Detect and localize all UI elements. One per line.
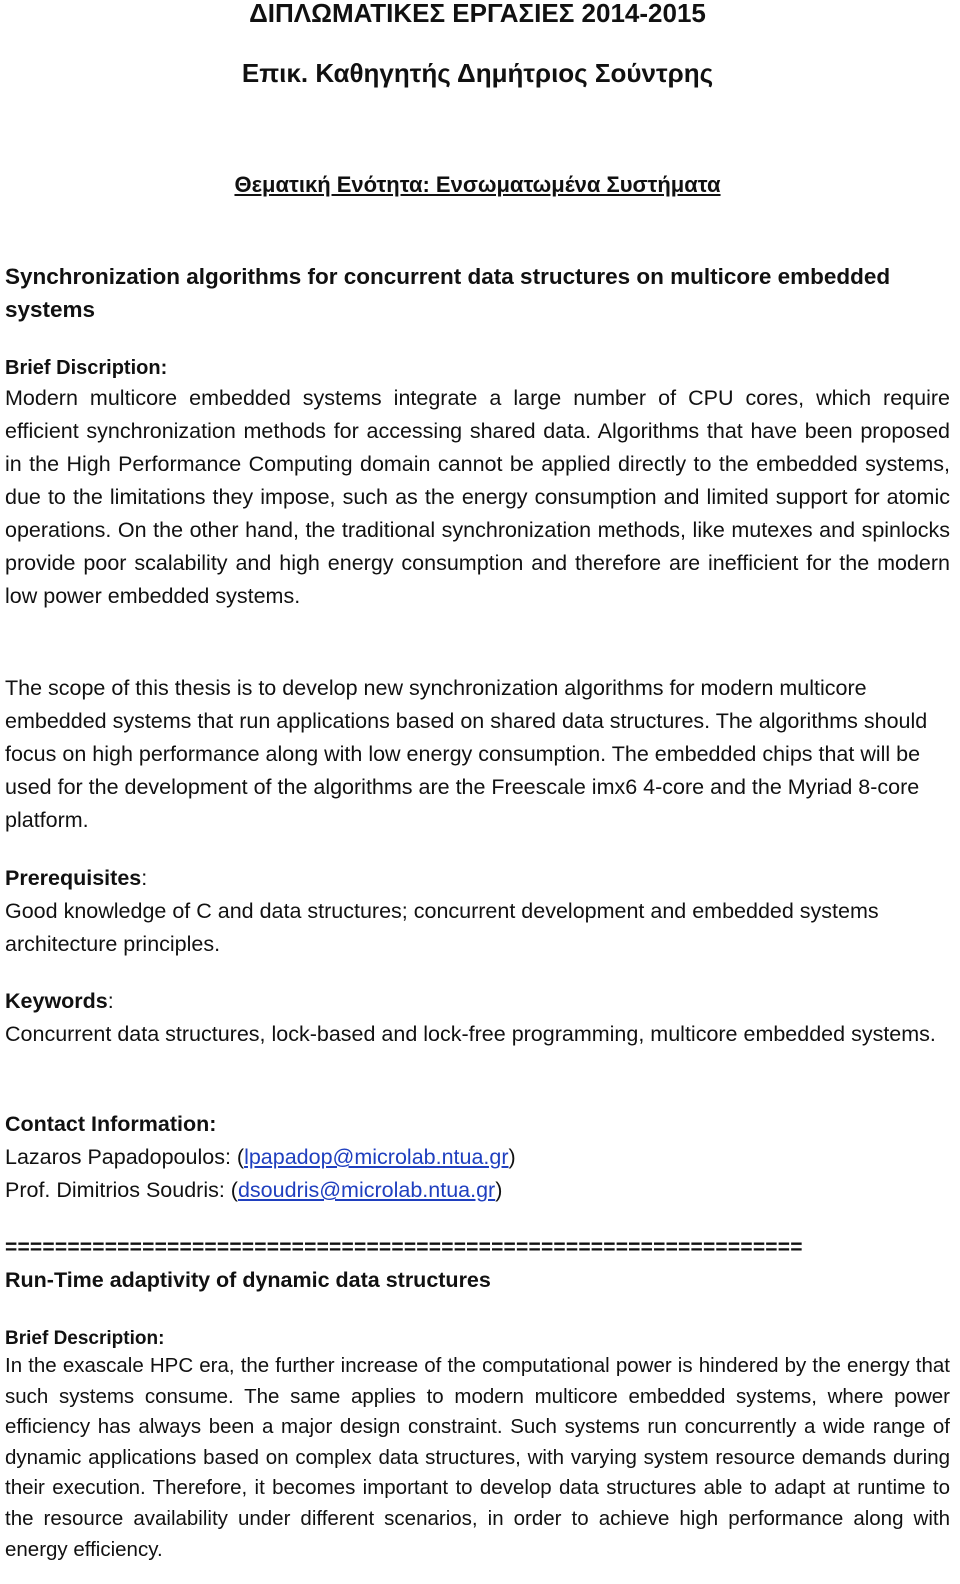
topic1-keywords-heading [5,985,950,1018]
contact2-name: Prof. Dimitrios Soudris: ( [5,1178,238,1202]
topic1-scope: The scope of this thesis is to develop new synchronization algorithms for modern multicore embedded systems that run applications based on shared data structures. The algorithms should focus on high performance along with low energy consumption. The embedded chips that will be used for the development of the algorithms are the Freescale imx6 4-core and the Myriad 8-core platform. [5,676,928,832]
topic1-contact-label: Contact Information: [5,1112,217,1136]
topic1-title: Synchronization algorithms for concurrent data structures on multicore embedded systems [5,264,891,322]
contact1-name: Lazaros Papadopoulos: ( [5,1145,245,1169]
contact-line-soudris [5,1174,950,1207]
topic1-keywords-text: Concurrent data structures, lock-based and lock-free programming, multicore embedded systems. [5,1022,936,1046]
contact2-email-link[interactable]: dsoudris@microlab.ntua.gr [237,1178,496,1202]
thematic-unit: Θεματική Ενότητα: Ενσωματωμένα Συστήματα [234,172,721,197]
keywords-colon: : [107,989,114,1013]
prerequisites-label: Prerequisites [5,866,142,890]
topic1-prerequisites-heading [5,862,950,895]
topic1-brief-label: Brief Discription: [5,357,168,379]
topic2-title: Run-Time adaptivity of dynamic data structures [5,1268,491,1292]
section-separator: ================================================================ [5,1236,803,1259]
topic2-description: In the exascale HPC era, the further increase of the computational power is hindered by the energy that such systems consume. The same applies to modern multicore embedded systems, where power efficiency has always been a major design constraint. Such systems run concurrently a wide range of dynamic applications based on complex data structures, with varying system resource demands during their execution. Therefore, it becomes important to develop data structures able to adapt at runtime to the resource availability under different scenarios, in order to achieve high performance along with energy efficiency. [5,1354,950,1561]
topic2-brief-label: Brief Description: [5,1328,165,1349]
contact1-close: ) [508,1145,516,1169]
contact1-email-link[interactable]: lpapadop@microlab.ntua.gr [244,1145,509,1169]
topic1-prerequisites-text: Good knowledge of C and data structures; concurrent development and embedded systems architecture principles. [5,899,879,956]
prerequisites-colon: : [141,866,148,890]
topic1-description: Modern multicore embedded systems integrate a large number of CPU cores, which require efficient synchronization methods for accessing shared data. Algorithms that have been proposed in the High Performance Computing domain cannot be applied directly to the embedded systems, due to the limitations they impose, such as the energy consumption and limited support for atomic operations. On the other hand, the traditional synchronization methods, like mutexes and spinlocks provide poor scalability and high energy consumption and therefore are inefficient for the modern low power embedded systems. [5,386,950,608]
supervisor-line: Επικ. Καθηγητής Δημήτριος Σούντρης [241,58,714,88]
contact-line-papadopoulos [5,1141,950,1174]
keywords-label: Keywords [5,989,108,1013]
contact2-close: ) [495,1178,503,1202]
document-title: ΔΙΠΛΩΜΑΤΙΚΕΣ ΕΡΓΑΣΙΕΣ 2014-2015 [249,0,706,28]
